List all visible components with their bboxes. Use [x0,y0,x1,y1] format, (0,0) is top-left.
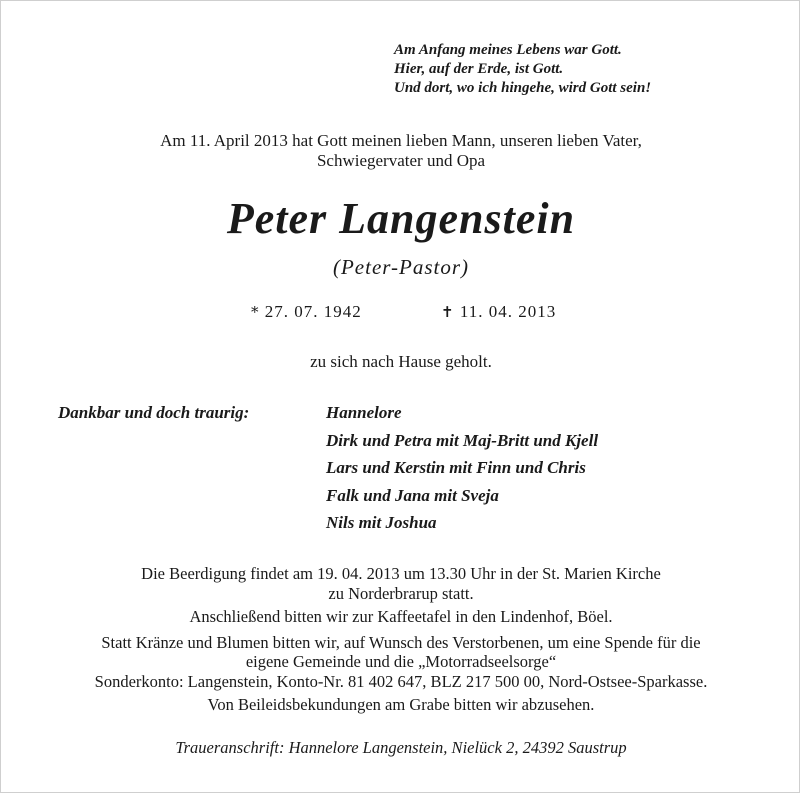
funeral-line: zu Norderbrarup statt. [328,583,474,603]
intro-line: Am 11. April 2013 hat Gott meinen lieben Mann, unseren lieben Vater, [160,131,642,150]
homecoming-text: zu sich nach Hause geholt. [310,352,492,371]
funeral-info [1,564,800,603]
death-date-group [441,302,556,322]
condolences-note: Von Beileidsbekundungen am Grabe bitten wir abzusehen. [207,695,595,714]
donation-info [1,633,800,692]
birth-date: 27. 07. 1942 [264,302,362,321]
deceased-name: Peter Langenstein [226,194,576,243]
mourners-list [326,399,598,537]
mourning-address: Traueranschrift: Hannelore Langenstein, Nielück 2, 24392 Saustrup [175,738,627,757]
mourners-label: Dankbar und doch traurig: [58,403,250,422]
motto-line: Und dort, wo ich hingehe, wird Gott sein! [394,80,652,96]
coffee-info: Anschließend bitten wir zur Kaffeetafel in den Lindenhof, Böel. [189,607,613,626]
motto-line: Am Anfang meines Lebens war Gott. [394,42,622,58]
funeral-line: Die Beerdigung findet am 19. 04. 2013 um 13.30 Uhr in der St. Marien Kirche [141,564,661,583]
intro-text [1,131,800,171]
mourner-item: Falk und Jana mit Sveja [326,485,499,505]
birth-star-icon: * [251,303,260,321]
mourner-item: Lars und Kerstin mit Finn und Chris [326,458,586,477]
death-date: 11. 04. 2013 [459,302,557,321]
bank-account-line: Sonderkonto: Langenstein, Konto-Nr. 81 402 647, BLZ 217 500 00, Nord-Ostsee-Sparkasse. [94,671,708,691]
mourner-item: Dirk und Petra mit Maj-Britt und Kjell [326,430,599,450]
mourner-item: Hannelore [326,403,402,422]
donation-line: eigene Gemeinde und die „Motorradseelsorge“ [245,652,557,671]
donation-line: Statt Kränze und Blumen bitten wir, auf Wunsch des Verstorbenen, um eine Spende für die [101,632,701,652]
intro-line: Schwiegervater und Opa [316,151,486,170]
motto-line: Hier, auf der Erde, ist Gott. [394,61,564,77]
deceased-nickname: (Peter-Pastor) [332,255,470,279]
mourner-item: Nils mit Joshua [326,513,437,532]
funeral-details [1,564,800,721]
birth-date-group [251,302,362,322]
cross-icon: ✝ [441,303,455,321]
motto-verse [394,41,651,98]
